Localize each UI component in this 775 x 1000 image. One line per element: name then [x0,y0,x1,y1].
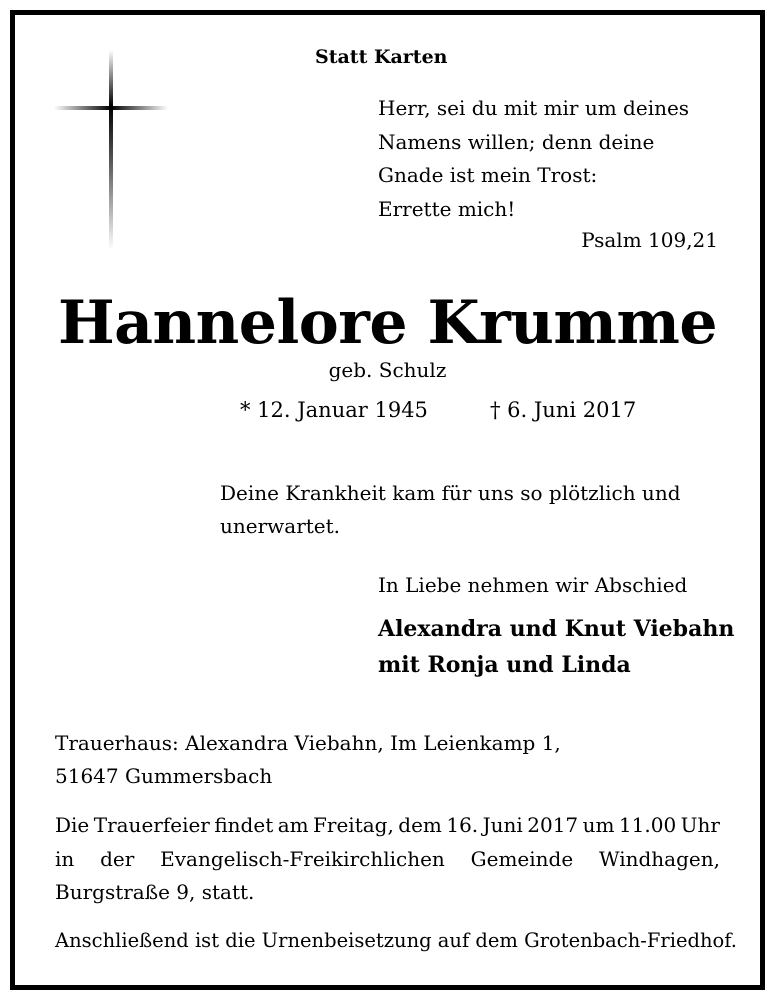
family-names: Alexandra und Knut Viebahn [378,616,735,642]
ceremony-word: 16. [446,813,479,837]
birth-date: * 12. Januar 1945 [240,398,428,422]
burial-notice: Anschließend ist die Urnenbeisetzung auf dem Grotenbach-Friedhof. [55,929,738,952]
ceremony-word: Trauerfeier [93,813,210,837]
ceremony-line [55,813,720,837]
ceremony-word: findet [214,813,274,837]
notice-heading: Statt Karten [315,46,448,68]
psalm-reference: Psalm 109,21 [581,228,718,252]
ceremony-word: am [277,813,309,837]
maiden-name: geb. Schulz [328,358,447,382]
ceremony-word: Uhr [680,813,720,837]
deceased-name: Hannelore Krumme [57,288,717,358]
message-line: unerwartet. [220,514,341,538]
ceremony-line [55,847,720,871]
mourning-house-line: Trauerhaus: Alexandra Viebahn, Im Leienkamp 1, [55,731,561,755]
ceremony-word: Evangelisch-Freikirchlichen [160,847,445,871]
psalm-line: Errette mich! [378,197,516,221]
ceremony-word: Freitag, [313,813,394,837]
family-names: mit Ronja und Linda [378,652,631,678]
ceremony-word: Die [55,813,90,837]
message-line: Deine Krankheit kam für uns so plötzlich und [220,481,681,505]
ceremony-address: Burgstraße 9, statt. [55,880,255,904]
ceremony-word: 2017 [527,813,579,837]
ceremony-word: Juni [482,813,523,837]
ceremony-word: in [55,847,75,871]
psalm-line: Herr, sei du mit mir um deines [378,96,690,120]
ceremony-word: um [582,813,615,837]
psalm-line: Gnade ist mein Trost: [378,163,598,187]
ceremony-word: 11.00 [618,813,677,837]
ceremony-word: Windhagen, [599,847,720,871]
psalm-line: Namens willen; denn deine [378,130,655,154]
mourning-house-line: 51647 Gummersbach [55,764,273,788]
farewell-intro: In Liebe nehmen wir Abschied [378,573,688,597]
cross-icon [54,50,168,250]
ceremony-word: Gemeinde [470,847,574,871]
death-date: † 6. Juni 2017 [490,398,637,422]
ceremony-word: dem [398,813,442,837]
ceremony-word: der [100,847,135,871]
